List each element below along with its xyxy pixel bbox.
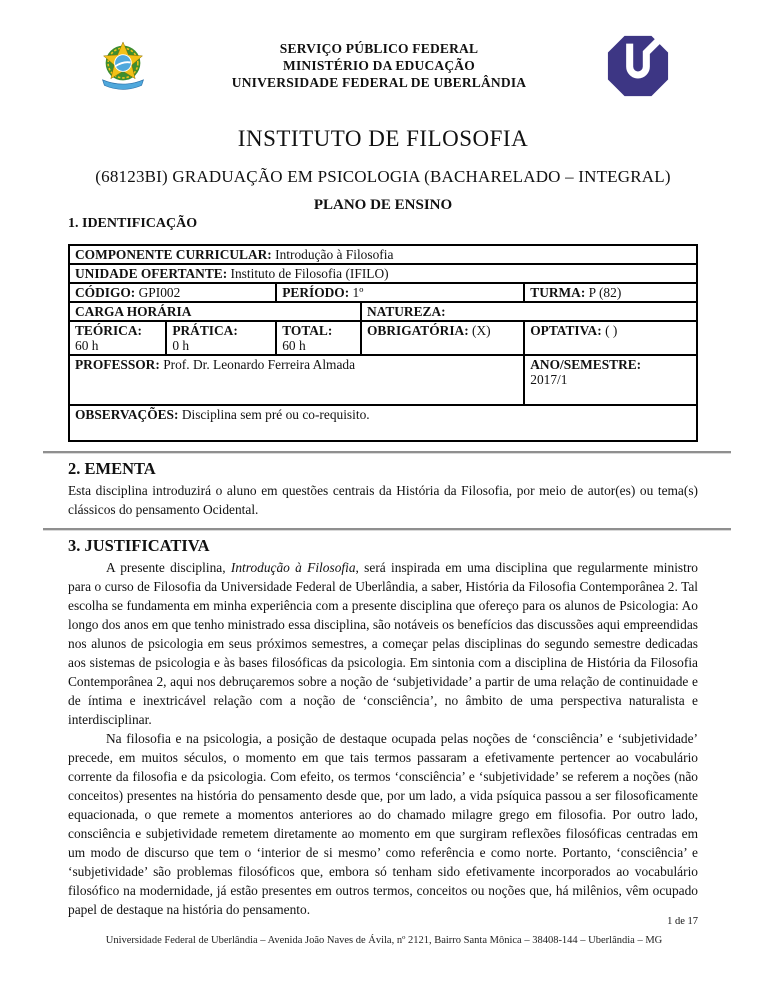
field-periodo-label: PERÍODO: bbox=[282, 285, 350, 300]
field-observacoes-label: OBSERVAÇÕES: bbox=[75, 407, 179, 422]
field-unidade-label: UNIDADE OFERTANTE: bbox=[75, 266, 228, 281]
field-codigo-label: CÓDIGO: bbox=[75, 285, 136, 300]
field-teorica-value: 60 h bbox=[75, 338, 99, 353]
field-observacoes-value: Disciplina sem pré ou co-requisito. bbox=[181, 407, 370, 422]
field-turma-value: P (82) bbox=[588, 285, 622, 300]
field-optativa-label: OPTATIVA: bbox=[530, 323, 602, 338]
field-turma-label: TURMA: bbox=[530, 285, 586, 300]
field-componente-value: Introdução à Filosofia bbox=[275, 247, 394, 262]
justificativa-paragraph-1 bbox=[68, 558, 698, 729]
federal-header-text bbox=[154, 36, 604, 91]
paragraph-1-text-after: , será inspirada em uma disciplina que regularmente ministro para o curso de Filosofia da Universidade Federal de Uberlândia, a saber, História da Filosofia Contemporânea 2. Tal escolha se fundamenta em minha experiência com a presente disciplina que ofereço para os alunos de Psicologia: Ao longo dos anos em que tenho ministrado essa disciplina, são notáveis os benefícios das discussões aqui empreendidas nos alunos de psicologia em seus próximos semestres, a começar pelas disciplinas do segundo semestre dedicadas aos sistemas de psicologia e às bases filosóficas da psicologia. Em sintonia com a disciplina de História da Filosofia Contemporânea 2, aqui nos debruçaremos sobre a noção de ‘subjetividade’ a partir de uma relação de continuidade e de íntima e inextricável relação com a noção de ‘consciência’, no âmbito de uma perspectiva naturalista e interdisciplinar. bbox=[68, 560, 699, 727]
field-turma bbox=[524, 283, 697, 302]
brazil-coat-of-arms-icon bbox=[92, 36, 154, 100]
field-periodo bbox=[276, 283, 524, 302]
table-row bbox=[69, 264, 697, 283]
field-carga-horaria-label: CARGA HORÁRIA bbox=[75, 304, 192, 319]
section-2-heading: 2. EMENTA bbox=[68, 459, 156, 478]
section-divider bbox=[43, 451, 731, 454]
page-number: 1 de 17 bbox=[667, 916, 698, 927]
institute-title: INSTITUTO DE FILOSOFIA bbox=[237, 126, 529, 151]
section-divider bbox=[43, 528, 731, 531]
field-natureza-label: NATUREZA: bbox=[366, 304, 446, 319]
section-3-heading: 3. JUSTIFICATIVA bbox=[68, 536, 210, 555]
field-ano-semestre bbox=[524, 355, 697, 405]
field-obrigatoria-value: (X) bbox=[472, 323, 491, 338]
field-pratica-label: PRÁTICA: bbox=[172, 323, 238, 338]
field-pratica-value: 0 h bbox=[172, 338, 190, 353]
ufu-logo-icon bbox=[604, 34, 672, 98]
justificativa-paragraph-2: Na filosofia e na psicologia, a posição de destaque ocupada pelas noções de ‘consciência’ e ‘subjetividade’ precede, em muitos séculos, o momento em que tais termos passaram a efetivamente pertencer ao vocabulário corrente da filosofia e da psicologia. Com efeito, os termos ‘consciência’ e ‘subjetividade’ se referem a noções (não conceitos) presentes na história do pensamento desde que, por um lado, a vida psíquica passou a ser filosoficamente equacionada, o que remete a momentos anteriores ao do chamado milagre grego em filosofia. Por outro lado, consciência e subjetividade remetem diretamente ao momento em que surgiram reflexões filosóficas centradas em um modo de discurso que tem o ‘interior de si mesmo’ como referência e como norte. Portanto, ‘consciência’ e ‘subjetividade’ são problemas filosóficos que, embora só tenham sido efetivamente incorporados ao vocabulário filosófico na modernidade, já estão presentes em outros termos, conceitos ou noções que, há milênios, vêm ocupado papel de destaque na história do pensamento. bbox=[68, 731, 698, 917]
field-professor bbox=[69, 355, 524, 405]
field-componente bbox=[69, 245, 697, 264]
course-title: (68123BI) GRADUAÇÃO EM PSICOLOGIA (BACHARELADO – INTEGRAL) bbox=[95, 167, 671, 186]
field-total-label: TOTAL: bbox=[282, 323, 333, 338]
paragraph-1-text-before: A presente disciplina, bbox=[106, 560, 231, 575]
field-unidade-value: Instituto de Filosofia (IFILO) bbox=[230, 266, 389, 281]
field-ano-semestre-label: ANO/SEMESTRE: bbox=[530, 357, 642, 372]
header-line-2: MINISTÉRIO DA EDUCAÇÃO bbox=[283, 58, 475, 73]
field-optativa-value: ( ) bbox=[605, 323, 618, 338]
field-total-value: 60 h bbox=[282, 338, 306, 353]
table-row bbox=[69, 245, 697, 264]
field-professor-label: PROFESSOR: bbox=[75, 357, 160, 372]
field-ano-semestre-value: 2017/1 bbox=[530, 372, 568, 387]
identification-table bbox=[68, 244, 698, 442]
field-codigo bbox=[69, 283, 276, 302]
field-obrigatoria-label: OBRIGATÓRIA: bbox=[366, 323, 469, 338]
field-unidade bbox=[69, 264, 697, 283]
field-componente-label: COMPONENTE CURRICULAR: bbox=[75, 247, 272, 262]
field-teorica bbox=[69, 321, 166, 355]
field-professor-value: Prof. Dr. Leonardo Ferreira Almada bbox=[163, 357, 356, 372]
plan-title: PLANO DE ENSINO bbox=[313, 197, 453, 213]
table-row bbox=[69, 321, 697, 355]
footer-address: Universidade Federal de Uberlândia – Avenida João Naves de Ávila, nº 2121, Bairro Santa Mônica – 38408-144 – Uberlândia – MG bbox=[105, 935, 663, 946]
header-line-3: UNIVERSIDADE FEDERAL DE UBERLÂNDIA bbox=[231, 75, 527, 90]
document-header bbox=[68, 36, 698, 100]
field-obrigatoria bbox=[361, 321, 524, 355]
table-row bbox=[69, 302, 697, 321]
field-total bbox=[276, 321, 361, 355]
field-optativa bbox=[524, 321, 697, 355]
section-1-heading: 1. IDENTIFICAÇÃO bbox=[68, 216, 198, 231]
table-row bbox=[69, 355, 697, 405]
paragraph-1-italic-course-name: Introdução à Filosofia bbox=[230, 560, 356, 575]
table-row bbox=[69, 283, 697, 302]
ementa-text: Esta disciplina introduzirá o aluno em questões centrais da História da Filosofia, por meio de autor(es) ou tema(s) clássicos do pensamento Ocidental. bbox=[68, 483, 698, 517]
field-teorica-label: TEÓRICA: bbox=[75, 323, 142, 338]
field-periodo-value: 1º bbox=[352, 285, 364, 300]
field-observacoes bbox=[69, 405, 697, 441]
header-line-1: SERVIÇO PÚBLICO FEDERAL bbox=[279, 41, 479, 56]
field-codigo-value: GPI002 bbox=[138, 285, 181, 300]
field-carga-horaria bbox=[69, 302, 361, 321]
table-row bbox=[69, 405, 697, 441]
field-pratica bbox=[166, 321, 276, 355]
field-natureza bbox=[361, 302, 697, 321]
